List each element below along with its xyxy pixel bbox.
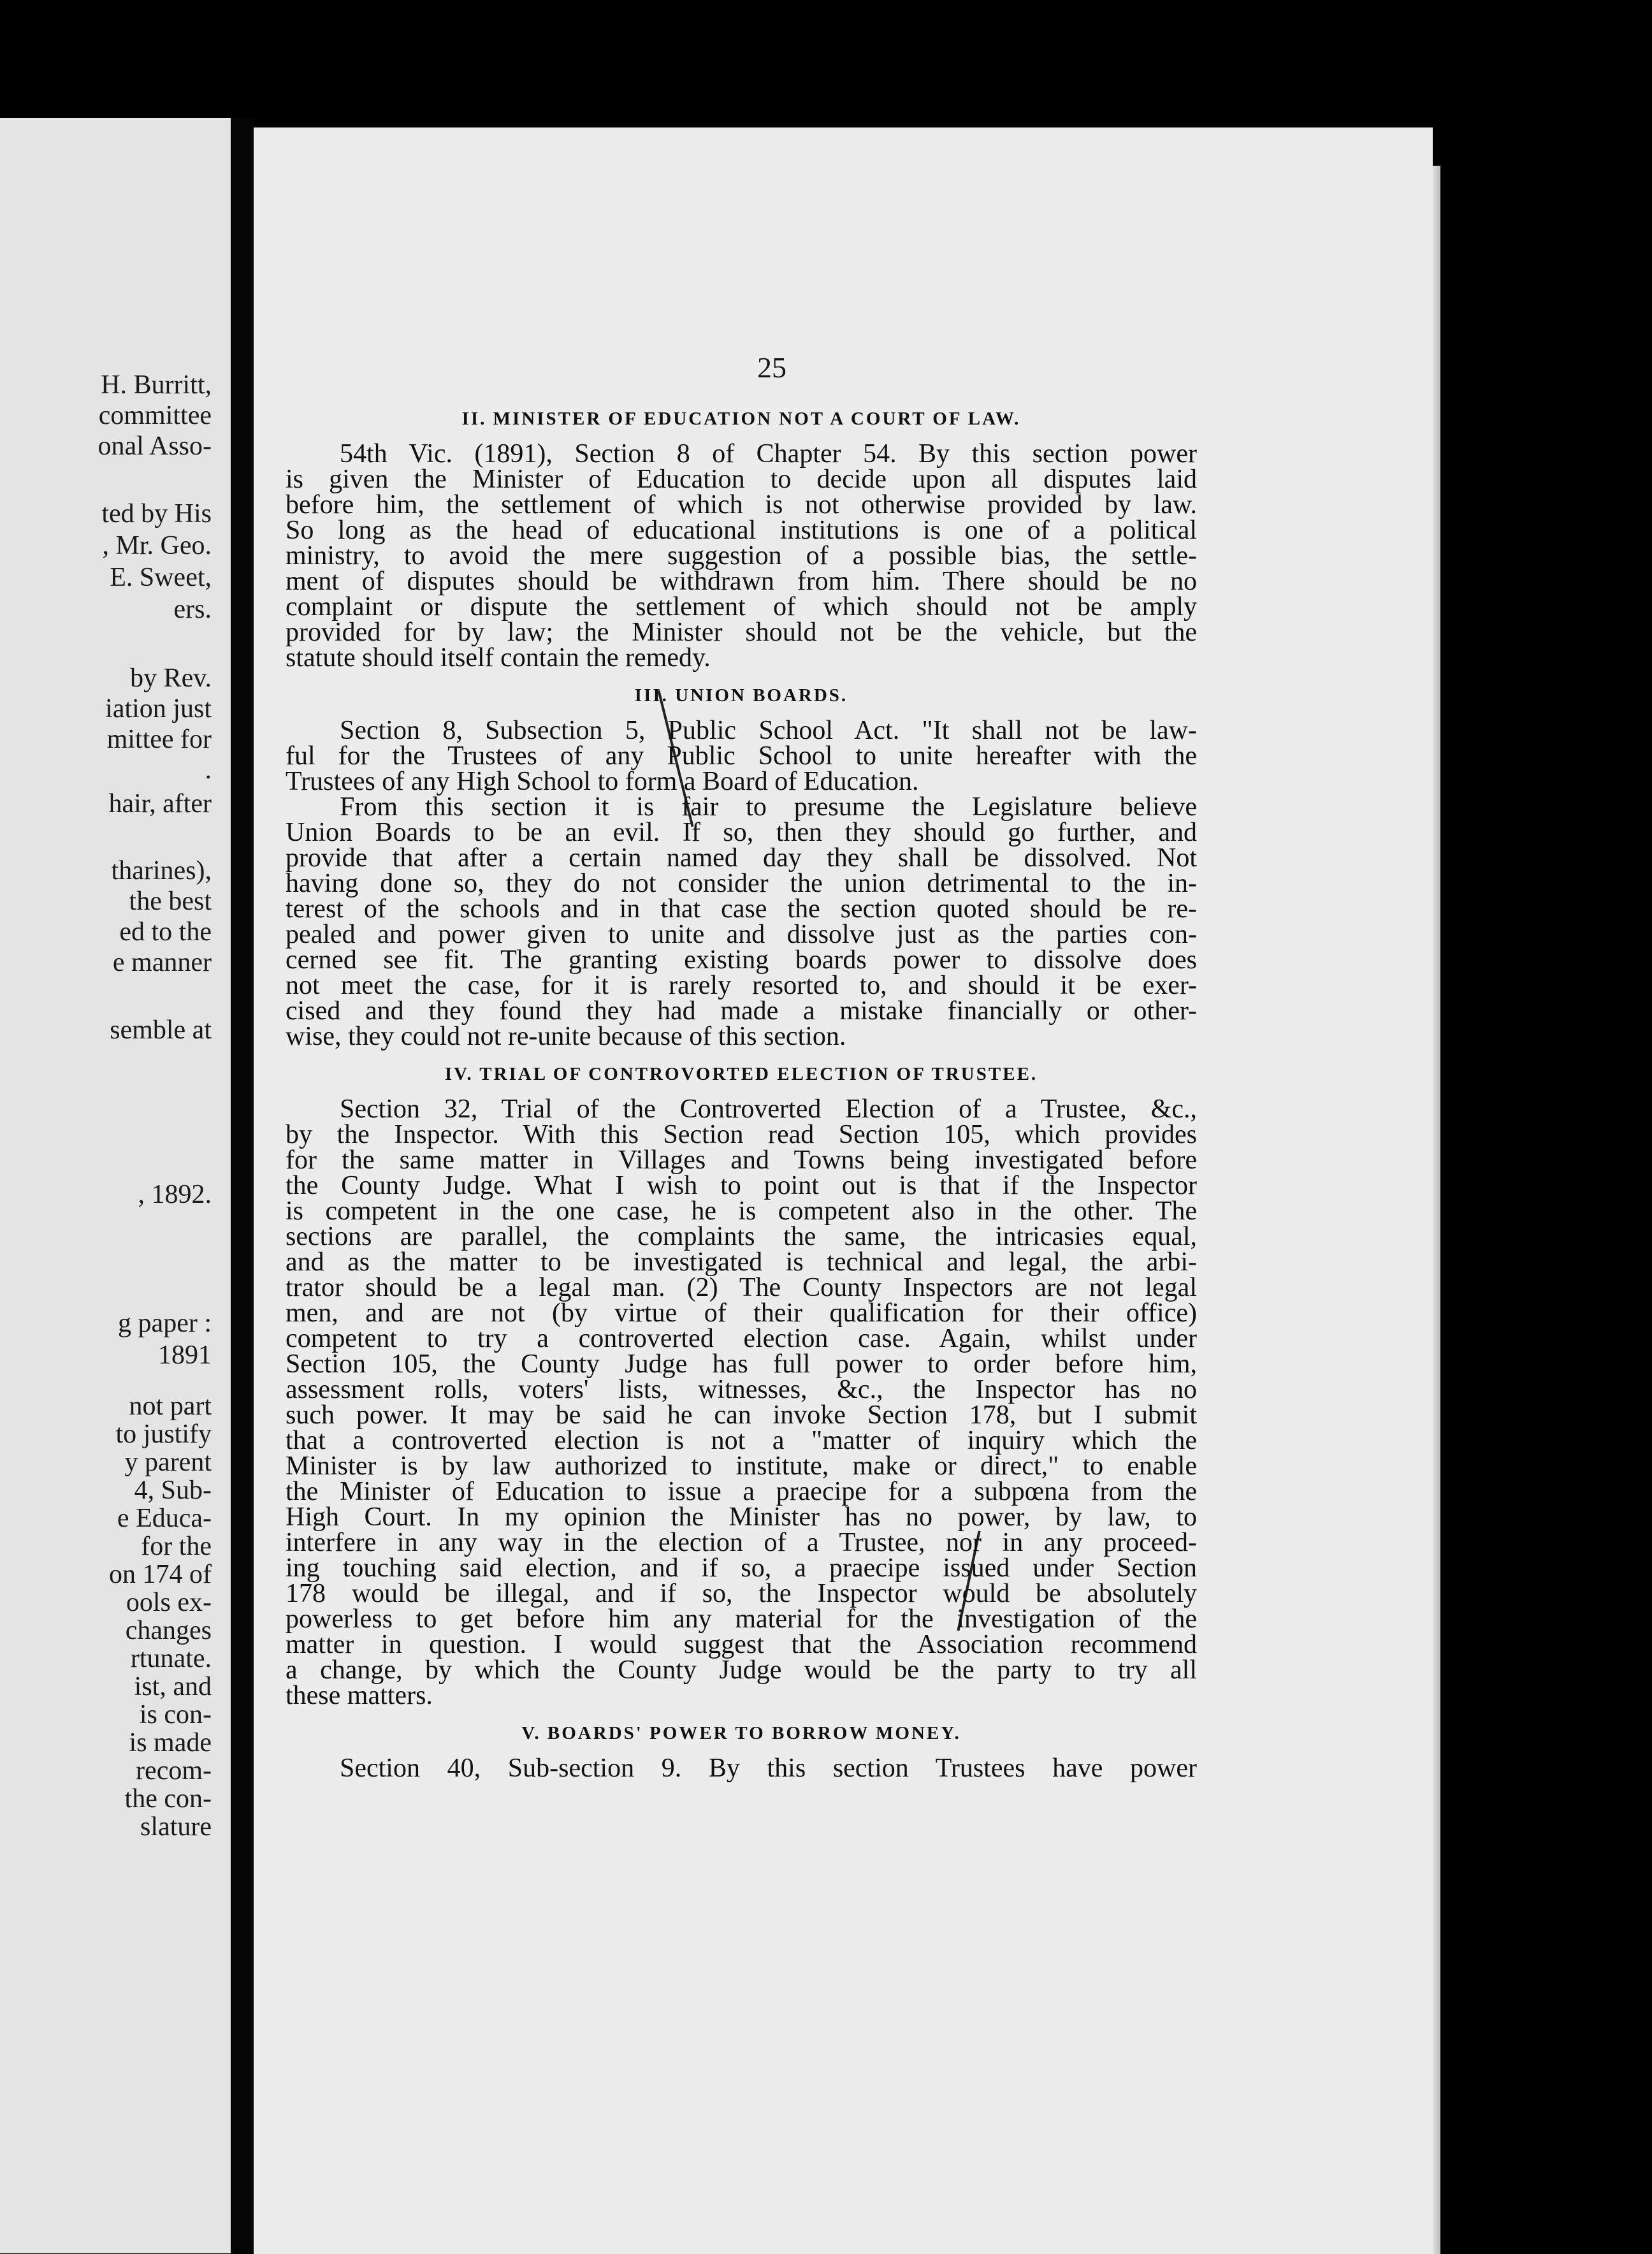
left-page bbox=[0, 118, 231, 2253]
text-line: having done so, they do not consider the union detrimental to the in- bbox=[286, 869, 1197, 898]
left-fragment: ools ex- bbox=[126, 1588, 212, 1617]
left-fragment: is con- bbox=[139, 1700, 212, 1729]
left-fragment: on 174 of bbox=[109, 1560, 212, 1589]
section-heading: V. BOARDS' POWER TO BORROW MONEY. bbox=[521, 1723, 961, 1743]
text-line: From this section it is fair to presume the Legislature believe bbox=[340, 792, 1197, 822]
left-fragment: to justify bbox=[115, 1420, 212, 1449]
left-fragment: tharines), bbox=[111, 856, 212, 885]
left-fragment: not part bbox=[129, 1392, 212, 1421]
text-line: competent to try a controverted election case. Again, whilst under bbox=[286, 1324, 1197, 1353]
text-line: before him, the settlement of which is not otherwise provided by law. bbox=[286, 490, 1197, 520]
text-line: these matters. bbox=[286, 1681, 433, 1710]
text-line: assessment rolls, voters' lists, witnesses, &c., the Inspector has no bbox=[286, 1375, 1197, 1404]
book-gutter bbox=[231, 118, 254, 2253]
text-line: terest of the schools and in that case the section quoted should be re- bbox=[286, 894, 1197, 924]
text-line: cerned see fit. The granting existing boards power to dissolve does bbox=[286, 945, 1197, 975]
left-fragment: e Educa- bbox=[117, 1504, 212, 1533]
left-fragment: mittee for bbox=[106, 725, 212, 754]
page-text bbox=[286, 408, 1197, 1781]
left-fragment: hair, after bbox=[108, 789, 212, 818]
left-fragment: slature bbox=[140, 1812, 212, 1842]
left-fragment: for the bbox=[141, 1532, 212, 1561]
text-line: men, and are not (by virtue of their qualification for their office) bbox=[286, 1298, 1197, 1328]
left-fragment: E. Sweet, bbox=[110, 563, 212, 592]
text-line: 54th Vic. (1891), Section 8 of Chapter 54. By this section power bbox=[340, 439, 1197, 469]
text-line: is given the Minister of Education to decide upon all disputes laid bbox=[286, 465, 1197, 494]
page-number: 25 bbox=[757, 351, 786, 384]
text-line: sections are parallel, the complaints the same, the intricasies equal, bbox=[286, 1222, 1197, 1251]
text-line: So long as the head of educational institutions is one of a political bbox=[286, 516, 1197, 545]
left-fragment: changes bbox=[125, 1616, 212, 1645]
text-line: ministry, to avoid the mere suggestion of a possible bias, the settle- bbox=[286, 541, 1197, 571]
left-fragment: y parent bbox=[124, 1448, 212, 1477]
text-line: High Court. In my opinion the Minister has no power, by law, to bbox=[286, 1502, 1197, 1532]
text-line: interfere in any way in the election of a Trustee, nor in any proceed- bbox=[286, 1528, 1197, 1557]
left-fragment: the con- bbox=[124, 1784, 212, 1814]
text-line: Section 105, the County Judge has full power to order before him, bbox=[286, 1349, 1197, 1379]
left-fragment: H. Burritt, bbox=[101, 370, 212, 400]
left-fragment: , Mr. Geo. bbox=[102, 531, 212, 560]
text-line: trator should be a legal man. (2) The County Inspectors are not legal bbox=[286, 1273, 1197, 1302]
section-heading: III. UNION BOARDS. bbox=[634, 685, 848, 706]
left-fragment: is made bbox=[129, 1728, 212, 1757]
text-line: wise, they could not re-unite because of this section. bbox=[286, 1022, 846, 1051]
left-fragment: e manner bbox=[112, 948, 212, 977]
left-fragment: ers. bbox=[173, 595, 212, 624]
left-fragment: rtunate. bbox=[130, 1644, 212, 1673]
left-fragment: onal Asso- bbox=[98, 432, 212, 461]
text-line: by the Inspector. With this Section read Section 105, which provides bbox=[286, 1120, 1197, 1149]
text-line: Trustees of any High School to form a Board of Education. bbox=[286, 767, 919, 796]
left-fragment: iation just bbox=[105, 694, 212, 723]
text-line: and as the matter to be investigated is technical and legal, the arbi- bbox=[286, 1247, 1197, 1277]
text-line: Union Boards to be an evil. If so, then they should go further, and bbox=[286, 818, 1197, 847]
text-line: the County Judge. What I wish to point out is that if the Inspector bbox=[286, 1171, 1197, 1200]
left-fragment: recom- bbox=[136, 1756, 212, 1785]
section-heading: II. MINISTER OF EDUCATION NOT A COURT OF LAW. bbox=[461, 409, 1021, 429]
text-line: provide that after a certain named day they shall be dissolved. Not bbox=[286, 843, 1197, 873]
text-line: Minister is by law authorized to institute, make or direct," to enable bbox=[286, 1451, 1197, 1481]
left-fragment: g paper : bbox=[118, 1309, 212, 1338]
text-line: is competent in the one case, he is competent also in the other. The bbox=[286, 1196, 1197, 1226]
left-fragment: ted by His bbox=[101, 499, 212, 528]
text-line: for the same matter in Villages and Towns being investigated before bbox=[286, 1145, 1197, 1175]
text-line: pealed and power given to unite and dissolve just as the parties con- bbox=[286, 920, 1197, 949]
text-line: statute should itself contain the remedy. bbox=[286, 643, 711, 673]
section-heading: IV. TRIAL OF CONTROVORTED ELECTION OF TRUSTEE. bbox=[444, 1064, 1038, 1084]
right-page bbox=[254, 127, 1433, 2254]
left-fragment: ist, and bbox=[134, 1672, 212, 1701]
left-fragment: . bbox=[205, 755, 212, 785]
text-line: Section 8, Subsection 5, Public School Act. "It shall not be law- bbox=[340, 716, 1197, 745]
text-line: provided for by law; the Minister should not be the vehicle, but the bbox=[286, 618, 1197, 647]
left-fragment: 4, Sub- bbox=[134, 1476, 212, 1505]
left-fragment: 1891 bbox=[158, 1341, 212, 1370]
text-line: the Minister of Education to issue a praecipe for a subpœna from the bbox=[286, 1477, 1197, 1506]
left-fragment: , 1892. bbox=[138, 1180, 212, 1209]
text-line: Section 40, Sub-section 9. By this section Trustees have power bbox=[340, 1754, 1197, 1783]
text-line: matter in question. I would suggest that the Association recommend bbox=[286, 1630, 1197, 1659]
left-fragment: ed to the bbox=[119, 917, 212, 947]
text-line: not meet the case, for it is rarely resorted to, and should it be exer- bbox=[286, 971, 1197, 1000]
text-line: ment of disputes should be withdrawn from him. There should be no bbox=[286, 567, 1197, 596]
text-line: that a controverted election is not a "matter of inquiry which the bbox=[286, 1426, 1197, 1455]
text-line: Section 32, Trial of the Controverted Election of a Trustee, &c., bbox=[340, 1094, 1197, 1124]
text-line: complaint or dispute the settlement of which should not be amply bbox=[286, 592, 1197, 622]
left-fragment: semble at bbox=[110, 1015, 212, 1045]
text-line: cised and they found they had made a mistake financially or other- bbox=[286, 996, 1197, 1026]
text-line: ful for the Trustees of any Public School to unite hereafter with the bbox=[286, 741, 1197, 771]
text-line: such power. It may be said he can invoke Section 178, but I submit bbox=[286, 1400, 1197, 1430]
text-line: powerless to get before him any material for the investigation of the bbox=[286, 1604, 1197, 1634]
left-fragment: the best bbox=[129, 887, 212, 916]
text-line: a change, by which the County Judge would be the party to try all bbox=[286, 1655, 1197, 1685]
text-line: ing touching said election, and if so, a praecipe issued under Section bbox=[286, 1553, 1197, 1583]
text-line: 178 would be illegal, and if so, the Inspector would be absolutely bbox=[286, 1579, 1197, 1608]
left-fragment: committee bbox=[98, 401, 212, 430]
left-fragment: by Rev. bbox=[130, 664, 212, 693]
